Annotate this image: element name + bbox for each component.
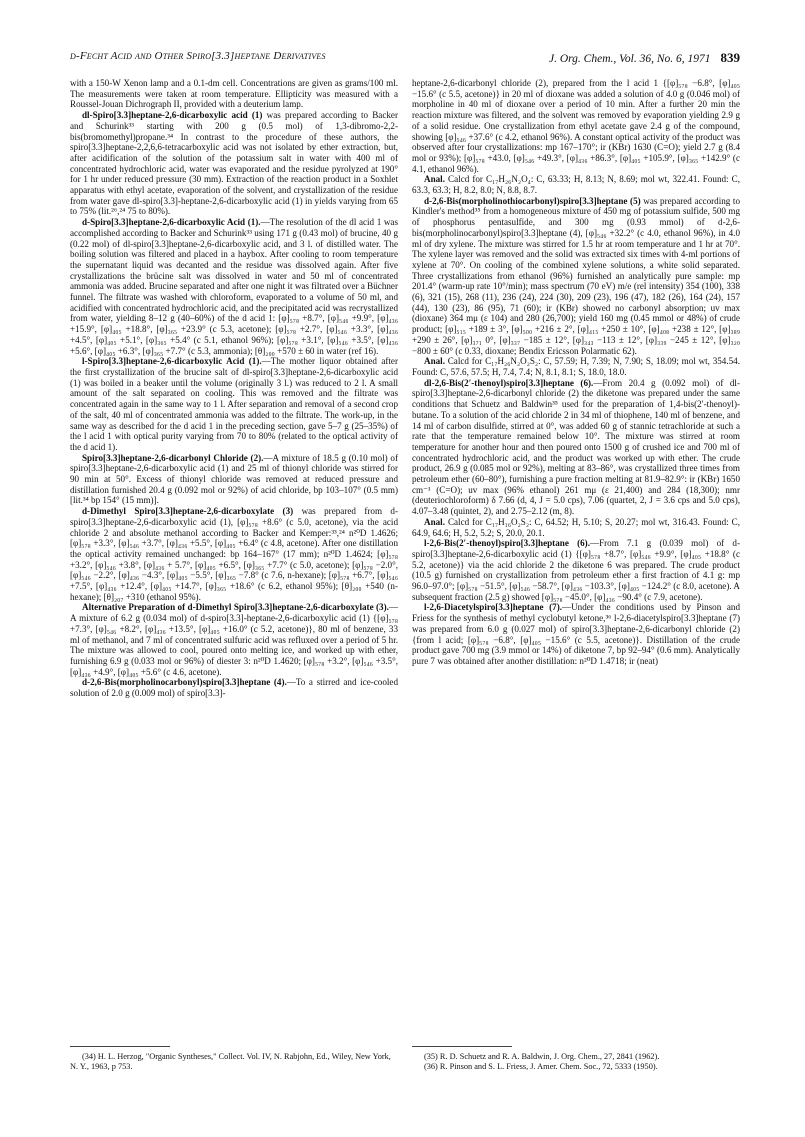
paragraph xyxy=(412,174,740,195)
paragraph-text: —Under the conditions used by Pinson and Friess for the synthesis of methyl cyclobutyl ketone,³⁶ l-2,6-diacetylspiro[3.3]heptane (7) was prepared from 6.0 g (0.027 mol) of spiro[3.3]heptane-2,6-dicarbonyl chloride (2) {from l acid; [φ]₅₇₈ −6.8°, [φ]₄₀₅ −15.6° (c 5.5, acetone)}. Distillation of the crude product gave 700 mg (3.9 mmol or 14%) of diketone 7, bp 92–94° (0.6 mm). Analytically pure 7 was obtained after another distillation: n²⁰D 1.4718; ir (neat) xyxy=(412,602,740,666)
paragraph xyxy=(70,677,398,698)
paragraph-heading: Alternative Preparation of d-Dimethyl Spiro[3.3]heptane-2,6-dicarboxylate (3). xyxy=(82,602,389,613)
paragraph xyxy=(70,453,398,507)
paragraph-heading: Anal. xyxy=(424,516,445,527)
paragraph-heading: l-2,6-Bis(2′-thenoyl)spiro[3.3]heptane (6). xyxy=(424,538,590,549)
footnotes-right xyxy=(412,1052,740,1072)
footnotes-left xyxy=(70,1052,398,1072)
paragraph xyxy=(70,602,398,677)
paragraph-heading: dl-2,6-Bis(2′-thenoyl)spiro[3.3]heptane (6). xyxy=(424,377,594,388)
paragraph-text: —A mixture of 6.2 g (0.034 mol) of d-spiro[3.3]-heptane-2,6-dicarboxylic acid (1) {[φ]₅₇₈ +7.3°, [φ]₅₄₆ +8.2°, [φ]₄₃₆ +13.5°, [φ]₄₀₅ +16.0° (c 5.2, acetone)}, 80 ml of benzene, 33 ml of methanol, and 7 ml of concentrated sulfuric acid was refluxed over a period of 5 hr. The mixture was allowed to cool, poured onto melting ice, and worked up with ether, furnishing 6.9 g (0.033 mol or 96%) of diester 3: n²⁰D 1.4620; [φ]₅₇₈ +3.2°, [φ]₅₄₆ +3.5°, [φ]₄₃₆ +4.9°, [φ]₄₀₅ +5.6° (c 4.6, acetone). xyxy=(70,602,398,677)
paragraph xyxy=(412,356,740,377)
paragraph-text: was prepared according to Kindler's method³⁵ from a homogeneous mixture of 450 mg of potassium sulfide, 500 mg of phosphorus pentasulfide, and 300 mg (0.93 mmol) of d-2,6-bis(morpholinocarbonyl)spiro[3.3]heptane (4), [φ]₅₄₆ +32.2° (c 4.0, ethanol 96%), in 4.0 ml of dry xylene. The mixture was stirred for 1.5 hr at room temperature and 1 hr at 70°. The xylene layer was removed and the solid was extracted six times with 4-ml portions of xylene at 70°. On cooling of the combined xylene solutions, a white solid separated. Three crystallizations from ethanol (96%) furnished an analytically pure sample: mp 201.4° (warm-up rate 10°/min); mass spectrum (70 eV) m/e (rel intensity) 354 (100), 338 (6), 321 (15), 268 (11), 236 (24), 224 (30), 209 (23), 196 (47), 182 (26), 164 (24), 157 (44), 130 (23), 86 (95), 71 (60); ir (KBr) showed no carbonyl absorption; uv max (dioxane) 364 mμ (ε 104) and 280 (26,700); yield 160 mg (0.45 mmol or 48%) of crude product; [φ]₅₁₅ +189 ± 3°, [φ]₅₀₀ +216 ± 2°, [φ]₄₁₅ +250 ± 10°, [φ]₄₀₈ +238 ± 12°, [φ]₃₈₉ +290 ± 26°, [φ]₃₇₁ 0°, [φ]₃₃₇ −185 ± 12°, [φ]₃₄₃ −113 ± 12°, [φ]₃₃₉ −245 ± 12°, [φ]₃₂₀ −800 ± 60° (c 0.33, dioxane; Bendix Ericsson Polarmatic 62). xyxy=(412,195,741,356)
paragraph xyxy=(412,196,740,357)
right-column xyxy=(412,78,740,667)
paragraph-text: —The mother liquor obtained after the first crystallization of the brucine salt of dl-spiro[3.3]heptane-2,6-dicarboxylic acid (1) was boiled in a beaker until the volume (originally 3 l.) was reduced to 2 l. A small amount of the salt separated on cooling. This was removed and the filtrate was concentrated again in the same way to 1 l. After separation and removal of a second crop of the salt, 40 ml of concentrated ammonia was added to the filtrate. The work-up, in the same way as described for the d acid 1 in the preceding section, gave 5–7 g (25–35%) of the l acid 1 with optical purity varying from 70 to 80% (related to the optical activity of the d acid 1). xyxy=(70,356,398,452)
paragraph-text: —From 7.1 g (0.039 mol) of d-spiro[3.3]heptane-2,6-dicarboxylic acid (1) {[φ]₅₇₈ +8.7°, [φ]₅₄₆ +9.9°, [φ]₄₀₅ +18.8° (c 5.2, acetone)} via the acid chloride 2 the diketone 6 was prepared. The crude product (10.5 g) furnished on crystallization from petroleum ether a first fraction of 4.1 g: mp 96.0–97.0°; [φ]₅₇₈ −51.5°, [φ]₅₄₆ −58.7°, [φ]₄₃₆ −103.3°, [φ]₄₀₅ −124.2° (c 8.0, acetone). A subsequent fraction (2.5 g) showed [φ]₅₇₈ −45.0°, [φ]₄₃₆ −90.4° (c 7.9, acetone). xyxy=(412,538,740,602)
paragraph-text: was prepared from d-spiro[3.3]heptane-2,6-dicarboxylic acid (1), [φ]₅₇₈ +8.6° (c 5.0, acetone), via the acid chloride 2 and absolute methanol according to Backer and Kemper:³³,²⁴ n²⁰D 1.4626; [φ]₅₇₈ +3.3°, [φ]₅₄₆ +3.7°, [φ]₄₃₆ +5.5°, [φ]₄₀₅ +6.4° (c 4.8, acetone). After one distillation the optical activity remained unchanged: bp 164–167° (17 mm); n²⁰D 1.4624; [φ]₅₇₈ +3.2°, [φ]₅₄₆ +3.8°, [φ]₄₃₆ + 5.7°, [φ]₄₀₅ +6.5°, [φ]₃₆₅ +7.7° (c 5.0, acetone); [φ]₅₇₈ −2.0°, [φ]₅₄₆ −2.2°, [φ]₄₃₆ −4.3°, [φ]₄₀₅ −5.5°, [φ]₃₆₅ −7.8° (c 7.6, n-hexane); [φ]₅₇₈ +6.7°, [φ]₅₄₆ +7.5°, [φ]₄₃₆ +12.4°, [φ]₄₀₅ +14.7°, [φ]₃₆₅ +18.6° (c 6.2, ethanol 95%); [θ]₂₀₀ +540 (n-hexane); [θ]₂₀₇ +310 (ethanol 95%). xyxy=(70,506,399,602)
footnote-rule xyxy=(412,1046,512,1047)
paragraph xyxy=(70,78,398,110)
paragraph xyxy=(412,602,740,666)
footnote: (36) R. Pinson and S. L. Friess, J. Amer. Chem. Soc., 72, 5333 (1950). xyxy=(424,1062,658,1071)
paragraph-text: with a 150-W Xenon lamp and a 0.1-dm cell. Concentrations are given as grams/100 ml. The measurements were taken at room temperature. Ellipticity was measured with a Roussel-Jouan Dichrograph II, provided with a deuterium lamp. xyxy=(70,78,398,110)
paragraph-heading: Anal. xyxy=(424,174,445,185)
paragraph-text: —From 20.4 g (0.092 mol) of dl-spiro[3.3]heptane-2,6-dicarbonyl chloride (2) the diketone was prepared under the same conditions that Schuetz and Baldwin³⁵ used for the preparation of 1,4-bis(2′-thenoyl)-butane. To a solution of the acid chloride 2 in 34 ml of thiophene, 140 ml of benzene, and 14 ml of carbon disulfide, stirred at 0°, was added 60 g of stannic tetrachloride at such a rate that the temperature remained below 10°. The mixture was stirred at room temperature for another hour and then poured onto 1500 g of crushed ice and 700 ml of concentrated hydrochloric acid, and the product was worked up with ether. The crude product, 26.9 g (0.085 mol or 92%), melting at 83–86°, was crystallized three times from petroleum ether (60–80°), furnishing a pure fraction melting at 81.9–82.9°: ir (KBr) 1650 cm⁻¹ (C=O); uv max (96% ethanol) 261 mμ (ε 21,400) and 284 (18,300); nmr (deuteriochloroform) δ 7.66 (d, 4, J = 5.0 cps), 7.06 (quartet, 2, J = 3.6 cps and 5.0 cps), 4.07–3.48 (quintet, 2), and 2.75–2.12 (m, 8). xyxy=(412,377,740,517)
paragraph-heading: d-Dimethyl Spiro[3.3]heptane-2,6-dicarboxylate (3) xyxy=(82,506,294,517)
paragraph xyxy=(70,356,398,452)
footnote-rule xyxy=(70,1046,170,1047)
footnote: (35) R. D. Schuetz and R. A. Baldwin, J. Org. Chem., 27, 2841 (1962). xyxy=(424,1052,660,1061)
paragraph-text: —The resolution of the dl acid 1 was accomplished according to Backer and Schurink³³ using 171 g (0.43 mol) of brucine, 40 g (0.22 mol) of dl-spiro[3.3]heptane-2,6-dicarboxylic acid, and 3 l. of distilled water. The boiling solution was filtered and placed in a haybox. After cooling to room temperature the supernatant liquid was decanted and the residue was dissolved again. After five crystallizations the brücine salt was dissolved in water and 50 ml of concentrated ammonia was added. Brucine separated and after one night it was filtrated over a Büchner funnel. The filtrate was washed with chloroform, evaporated to a volume of 50 ml, and acidified with concentrated hydrochloric acid, and the precipitated acid was recrystallized from water, yielding 8–12 g (40–60%) of the d acid 1: [φ]₅₇₈ +8.7°, [φ]₅₄₆ +9.9°, [φ]₄₃₆ +15.9°, [φ]₄₀₅ +18.8°, [φ]₃₆₅ +23.9° (c 5.3, acetone); [φ]₅₇₈ +2.7°, [φ]₅₄₆ +3.3°, [φ]₄₃₆ +4.5°, [φ]₄₀₅ +5.1°, [φ]₃₆₅ +5.4° (c 5.1, ethanol 96%); [φ]₅₇₈ +3.1°, [φ]₅₄₆ +3.5°, [φ]₄₃₆ +5.6°, [φ]₄₀₅ +6.3°, [φ]₃₆₅ +7.7° (c 5.3, ammonia); [θ]₂₀₀ +570 ± 60 in water (ref 16). xyxy=(70,217,398,356)
paragraph xyxy=(70,506,398,602)
paragraph-heading: l-Spiro[3.3]heptane-2,6-dicarboxylic Acid (1). xyxy=(82,356,262,367)
footnote: (34) H. L. Herzog, "Organic Syntheses," Collect. Vol. IV, N. Rabjohn, Ed., Wiley, New York, N. Y., 1963, p 753. xyxy=(70,1052,391,1071)
paragraph-heading: d-2,6-Bis(morpholinothiocarbonyl)spiro[3.3]heptane (5) xyxy=(424,195,641,206)
paragraph-text: —A mixture of 18.5 g (0.10 mol) of spiro[3.3]heptane-2,6-dicarboxylic acid (1) and 25 ml of thionyl chloride was stirred for 90 min at 50°. Excess of thionyl chloride was removed at reduced pressure and distillation furnished 20.4 g (0.092 mol or 92%) of acid chloride, bp 103–107° (0.5 mm) [lit.³⁴ bp 154° (15 mm)]. xyxy=(70,452,398,506)
journal-citation xyxy=(549,50,740,66)
paragraph xyxy=(70,110,398,217)
paragraph-text: Calcd for C₁₇H₂₆N₂O₂S₂: C, 57.59; H, 7.39; N, 7.90; S, 18.09; mol wt, 354.54. Found: C, 57.6, 57.5; H, 7.4, 7.4; N, 8.1, 8.1; S, 18.0, 18.0. xyxy=(412,356,740,377)
paragraph-text: heptane-2,6-dicarbonyl chloride (2), prepared from the l acid 1 {[φ]₅₇₈ −6.8°, [φ]₄₀₅ −15.6° (c 5.5, acetone)} in 20 ml of dioxane was added a solution of 4.0 g (0.046 mol) of morpholine in 40 ml of dioxane over a period of 10 min. After a further 20 min the reaction mixture was filtered, and the solvent was removed by evaporation yielding 2.9 g of a solid residue. One crystallization from ethyl acetate gave 2.4 g of the compound, showing [φ]₅₄₆ +37.6° (c 4.2, ethanol 96%). A constant optical activity of the product was observed after four crystallizations: mp 167–170°; ir (KBr) 1630 (C=O); yield 2.7 g (8.4 mol or 93%); [φ]₅₇₈ +43.0, [φ]₅₄₆ +49.3°, [φ]₄₃₆ +86.3°, [φ]₄₀₅ +105.9°, [φ]₃₆₅ +142.9° (c 4.1, ethanol 96%). xyxy=(412,78,740,174)
paragraph-heading: d-Spiro[3.3]heptane-2,6-dicarboxylic Acid (1). xyxy=(82,217,261,228)
paragraph-text: Calcd for C₁₇H₂₆N₂O₄: C, 63.33; H, 8.13; N, 8.69; mol wt, 322.41. Found: C, 63.3, 63.3; H, 8.2, 8.0; N, 8.8, 8.7. xyxy=(412,174,740,196)
paragraph-text: Calcd for C₁₇H₁₆O₂S₂: C, 64.52; H, 5.10; S, 20.27; mol wt, 316.43. Found: C, 64.9, 64.6; H, 5.2, 5.2; S, 20.0, 20.1. xyxy=(412,516,740,538)
page-number: 839 xyxy=(720,50,740,65)
paragraph-text: —To a stirred and ice-cooled solution of 2.0 g (0.009 mol) of spiro[3.3]- xyxy=(70,677,398,699)
paragraph-heading: Spiro[3.3]heptane-2,6-dicarbonyl Chloride (2). xyxy=(82,452,264,463)
left-column xyxy=(70,78,398,699)
running-title: d-Fecht Acid and Other Spiro[3.3]heptane Derivatives xyxy=(70,50,326,62)
paragraph-text: was prepared according to Backer and Schurink³³ starting with 200 g (0.5 mol) of 1,3-dibromo-2,2-bis(bromomethyl)propane.³⁴ In contrast to the procedure of these authors, the spiro[3.3]heptane-2,2,6,6-tetracarboxylic acid was not isolated by ether extraction, but, after acidification of the solution of the potassium salt in water with 400 ml of concentrated hydrochloric acid, water was evaporated and the residue pyrolyzed at 190° for 1 hr under reduced pressure (30 mm). Extraction of the reaction product in a Soxhlet apparatus with ethyl acetate, evaporation of the solvent, and crystallization of the residue from water gave dl-spiro[3.3]-heptane-2,6-dicarboxylic acid (1) in yields varying from 65 to 75% (lit.²⁶,²⁴ 75 to 80%). xyxy=(70,110,398,217)
journal-name: J. Org. Chem., Vol. 36, No. 6, 1971 xyxy=(548,53,711,65)
paragraph-heading: d-2,6-Bis(morpholinocarbonyl)spiro[3.3]heptane (4). xyxy=(82,677,287,688)
paragraph-heading: dl-Spiro[3.3]heptane-2,6-dicarboxylic acid (1) xyxy=(82,110,263,121)
paragraph xyxy=(412,538,740,602)
paragraph-heading: Anal. xyxy=(424,356,445,367)
running-header xyxy=(70,50,740,72)
paragraph xyxy=(412,517,740,538)
paragraph-heading: l-2,6-Diacetylspiro[3.3]heptane (7). xyxy=(424,602,563,613)
paragraph xyxy=(412,378,740,517)
paragraph xyxy=(70,217,398,356)
paragraph xyxy=(412,78,740,174)
